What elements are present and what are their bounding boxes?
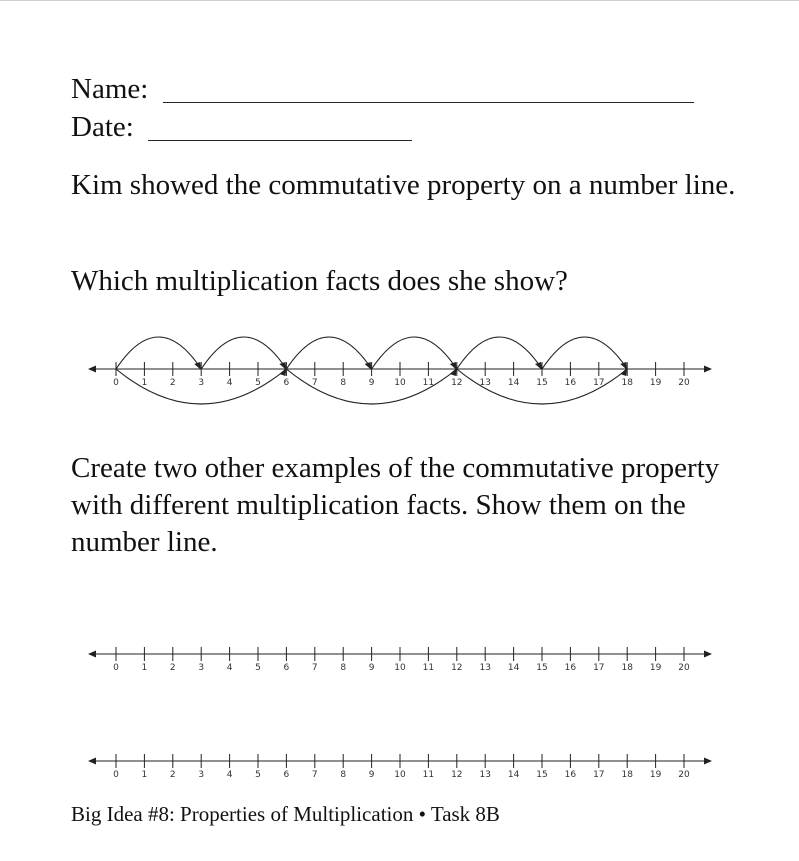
page-top-border	[0, 0, 799, 1]
tick-label-6: 6	[283, 770, 290, 780]
blank-number-line-1[interactable]	[82, 610, 722, 700]
tick-label-10: 10	[394, 663, 406, 673]
axis-arrow-left	[88, 651, 96, 658]
footer-caption: Big Idea #8: Properties of Multiplication • Task 8B	[71, 802, 500, 826]
tick-label-6: 6	[283, 663, 290, 673]
axis-arrow-left	[88, 758, 96, 765]
axis-arrow-right	[704, 366, 712, 373]
tick-label-11: 11	[422, 378, 435, 388]
tick-label-14: 14	[507, 770, 520, 780]
axis-arrow-left	[88, 366, 96, 373]
tick-label-7: 7	[311, 663, 318, 673]
tick-label-11: 11	[422, 663, 435, 673]
tick-label-1: 1	[141, 663, 148, 673]
tick-label-18: 18	[621, 663, 633, 673]
tick-label-5: 5	[255, 770, 261, 780]
tick-label-12: 12	[451, 770, 463, 780]
name-label: Name:	[71, 73, 149, 105]
tick-label-8: 8	[340, 663, 347, 673]
tick-label-6: 6	[283, 378, 290, 388]
tick-label-20: 20	[678, 663, 690, 673]
tick-label-2: 2	[169, 663, 176, 673]
tick-label-3: 3	[198, 378, 205, 388]
date-blank-line[interactable]	[148, 140, 412, 141]
tick-label-9: 9	[368, 378, 375, 388]
tick-label-4: 4	[226, 378, 233, 388]
jump-three-4	[372, 337, 457, 369]
tick-label-14: 14	[507, 663, 520, 673]
tick-label-20: 20	[678, 378, 690, 388]
tick-label-15: 15	[536, 770, 548, 780]
tick-label-4: 4	[226, 770, 233, 780]
tick-label-7: 7	[311, 378, 318, 388]
jump-three-2	[201, 337, 286, 369]
tick-label-17: 17	[593, 663, 605, 673]
tick-label-8: 8	[340, 378, 347, 388]
tick-label-13: 13	[479, 378, 491, 388]
tick-label-12: 12	[451, 663, 463, 673]
tick-label-2: 2	[169, 770, 176, 780]
tick-label-15: 15	[536, 378, 548, 388]
tick-label-12: 12	[451, 378, 463, 388]
tick-label-9: 9	[368, 663, 375, 673]
tick-label-10: 10	[394, 770, 406, 780]
tick-label-18: 18	[621, 770, 633, 780]
tick-label-13: 13	[479, 770, 491, 780]
tick-label-15: 15	[536, 663, 548, 673]
tick-label-1: 1	[141, 770, 148, 780]
tick-label-3: 3	[198, 663, 205, 673]
axis-arrow-right	[704, 651, 712, 658]
tick-label-5: 5	[255, 378, 261, 388]
tick-label-2: 2	[169, 378, 176, 388]
task-instruction: Create two other examples of the commutative property with different multiplication facts. Show them on the number line.	[71, 452, 720, 558]
tick-label-20: 20	[678, 770, 690, 780]
tick-label-18: 18	[621, 378, 633, 388]
tick-label-9: 9	[368, 770, 375, 780]
tick-label-19: 19	[649, 663, 662, 673]
example-number-line	[82, 325, 722, 415]
tick-label-8: 8	[340, 770, 347, 780]
tick-label-17: 17	[593, 378, 605, 388]
tick-label-16: 16	[564, 378, 577, 388]
tick-label-3: 3	[198, 770, 205, 780]
tick-label-17: 17	[593, 770, 605, 780]
tick-label-19: 19	[649, 770, 662, 780]
problem-question: Which multiplication facts does she show?	[71, 265, 568, 297]
tick-label-4: 4	[226, 663, 233, 673]
jump-three-6	[542, 337, 627, 369]
tick-label-16: 16	[564, 770, 577, 780]
tick-label-1: 1	[141, 378, 148, 388]
tick-label-10: 10	[394, 378, 406, 388]
tick-label-16: 16	[564, 663, 577, 673]
jump-three-1	[116, 337, 201, 369]
tick-label-11: 11	[422, 770, 435, 780]
tick-label-7: 7	[311, 770, 318, 780]
tick-label-19: 19	[649, 378, 662, 388]
axis-arrow-right	[704, 758, 712, 765]
name-blank-line[interactable]	[163, 102, 694, 103]
jump-three-3	[286, 337, 371, 369]
tick-label-13: 13	[479, 663, 491, 673]
tick-label-0: 0	[113, 770, 119, 780]
date-label: Date:	[71, 111, 134, 143]
tick-label-0: 0	[113, 378, 119, 388]
blank-number-line-2[interactable]	[82, 717, 722, 807]
tick-label-14: 14	[507, 378, 520, 388]
jump-three-5	[457, 337, 542, 369]
problem-prompt: Kim showed the commutative property on a number line.	[71, 169, 736, 201]
tick-label-0: 0	[113, 663, 119, 673]
tick-label-5: 5	[255, 663, 261, 673]
